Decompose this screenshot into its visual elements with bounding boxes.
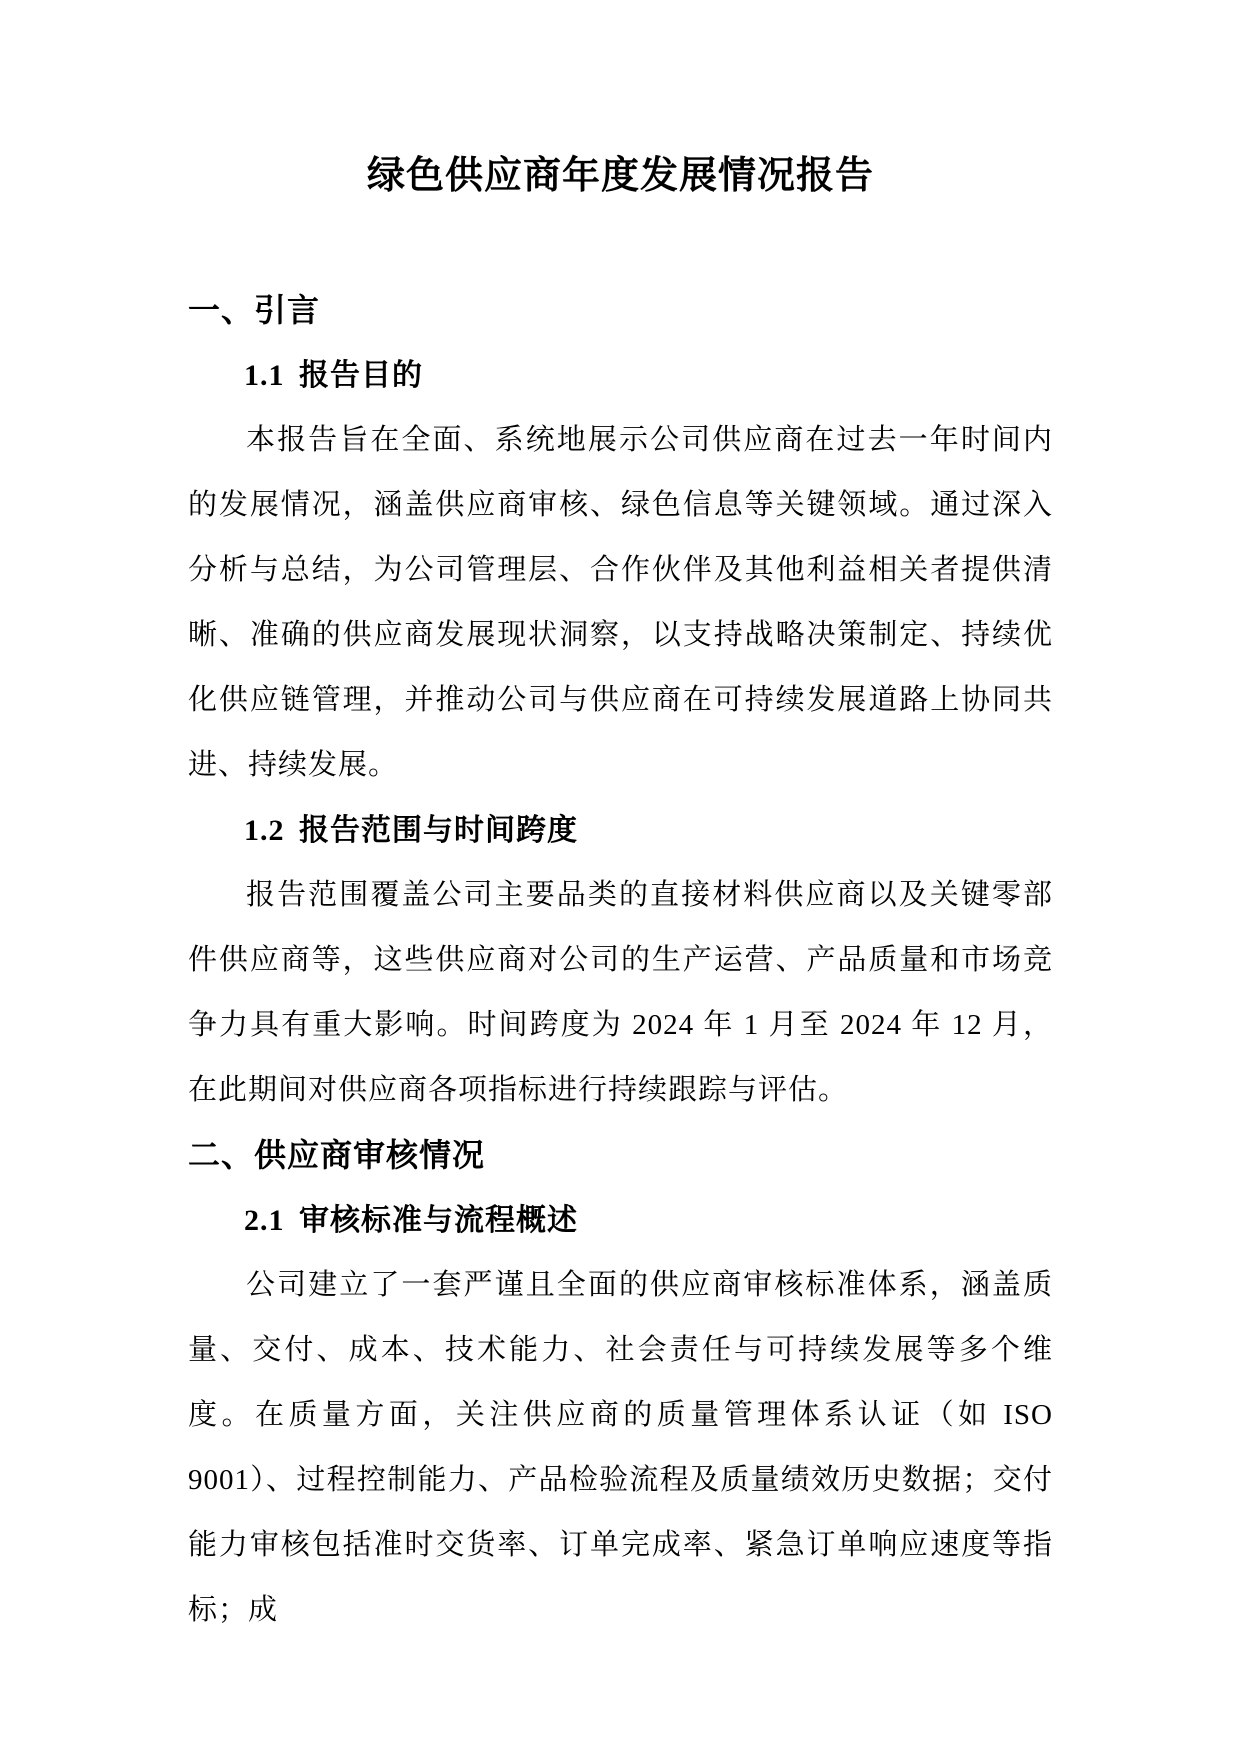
report-title: 绿色供应商年度发展情况报告 bbox=[366, 155, 874, 197]
subsection-heading-report-purpose: 1.1 报告目的 bbox=[244, 359, 423, 392]
section-heading-supplier-audit: 二、供应商审核情况 bbox=[188, 1137, 486, 1173]
paragraph-audit-standards: 公司建立了一套严谨且全面的供应商审核标准体系，涵盖质量、交付、成本、技术能力、社会责任与可持续发展等多个维度。在质量方面，关注供应商的质量管理体系认证（如 ISO 9001）、过程控制能力、产品检验流程及质量绩效历史数据；交付能力审核包括准时交货率、订单完成率、紧急订单响应速度等指标；成 bbox=[188, 1269, 1053, 1626]
section-heading-introduction: 一、引言 bbox=[188, 292, 321, 328]
paragraph-report-scope: 报告范围覆盖公司主要品类的直接材料供应商以及关键零部件供应商等，这些供应商对公司的生产运营、产品质量和市场竞争力具有重大影响。时间跨度为 2024 年 1 月至 2024 年 12 月，在此期间对供应商各项指标进行持续跟踪与评估。 bbox=[188, 879, 1053, 1106]
paragraph-report-purpose: 本报告旨在全面、系统地展示公司供应商在过去一年时间内的发展情况，涵盖供应商审核、绿色信息等关键领域。通过深入分析与总结，为公司管理层、合作伙伴及其他利益相关者提供清晰、准确的供应商发展现状洞察，以支持战略决策制定、持续优化供应链管理，并推动公司与供应商在可持续发展道路上协同共进、持续发展。 bbox=[188, 424, 1053, 781]
subsection-heading-report-scope: 1.2 报告范围与时间跨度 bbox=[244, 814, 578, 847]
subsection-heading-audit-standards: 2.1 审核标准与流程概述 bbox=[244, 1204, 578, 1237]
